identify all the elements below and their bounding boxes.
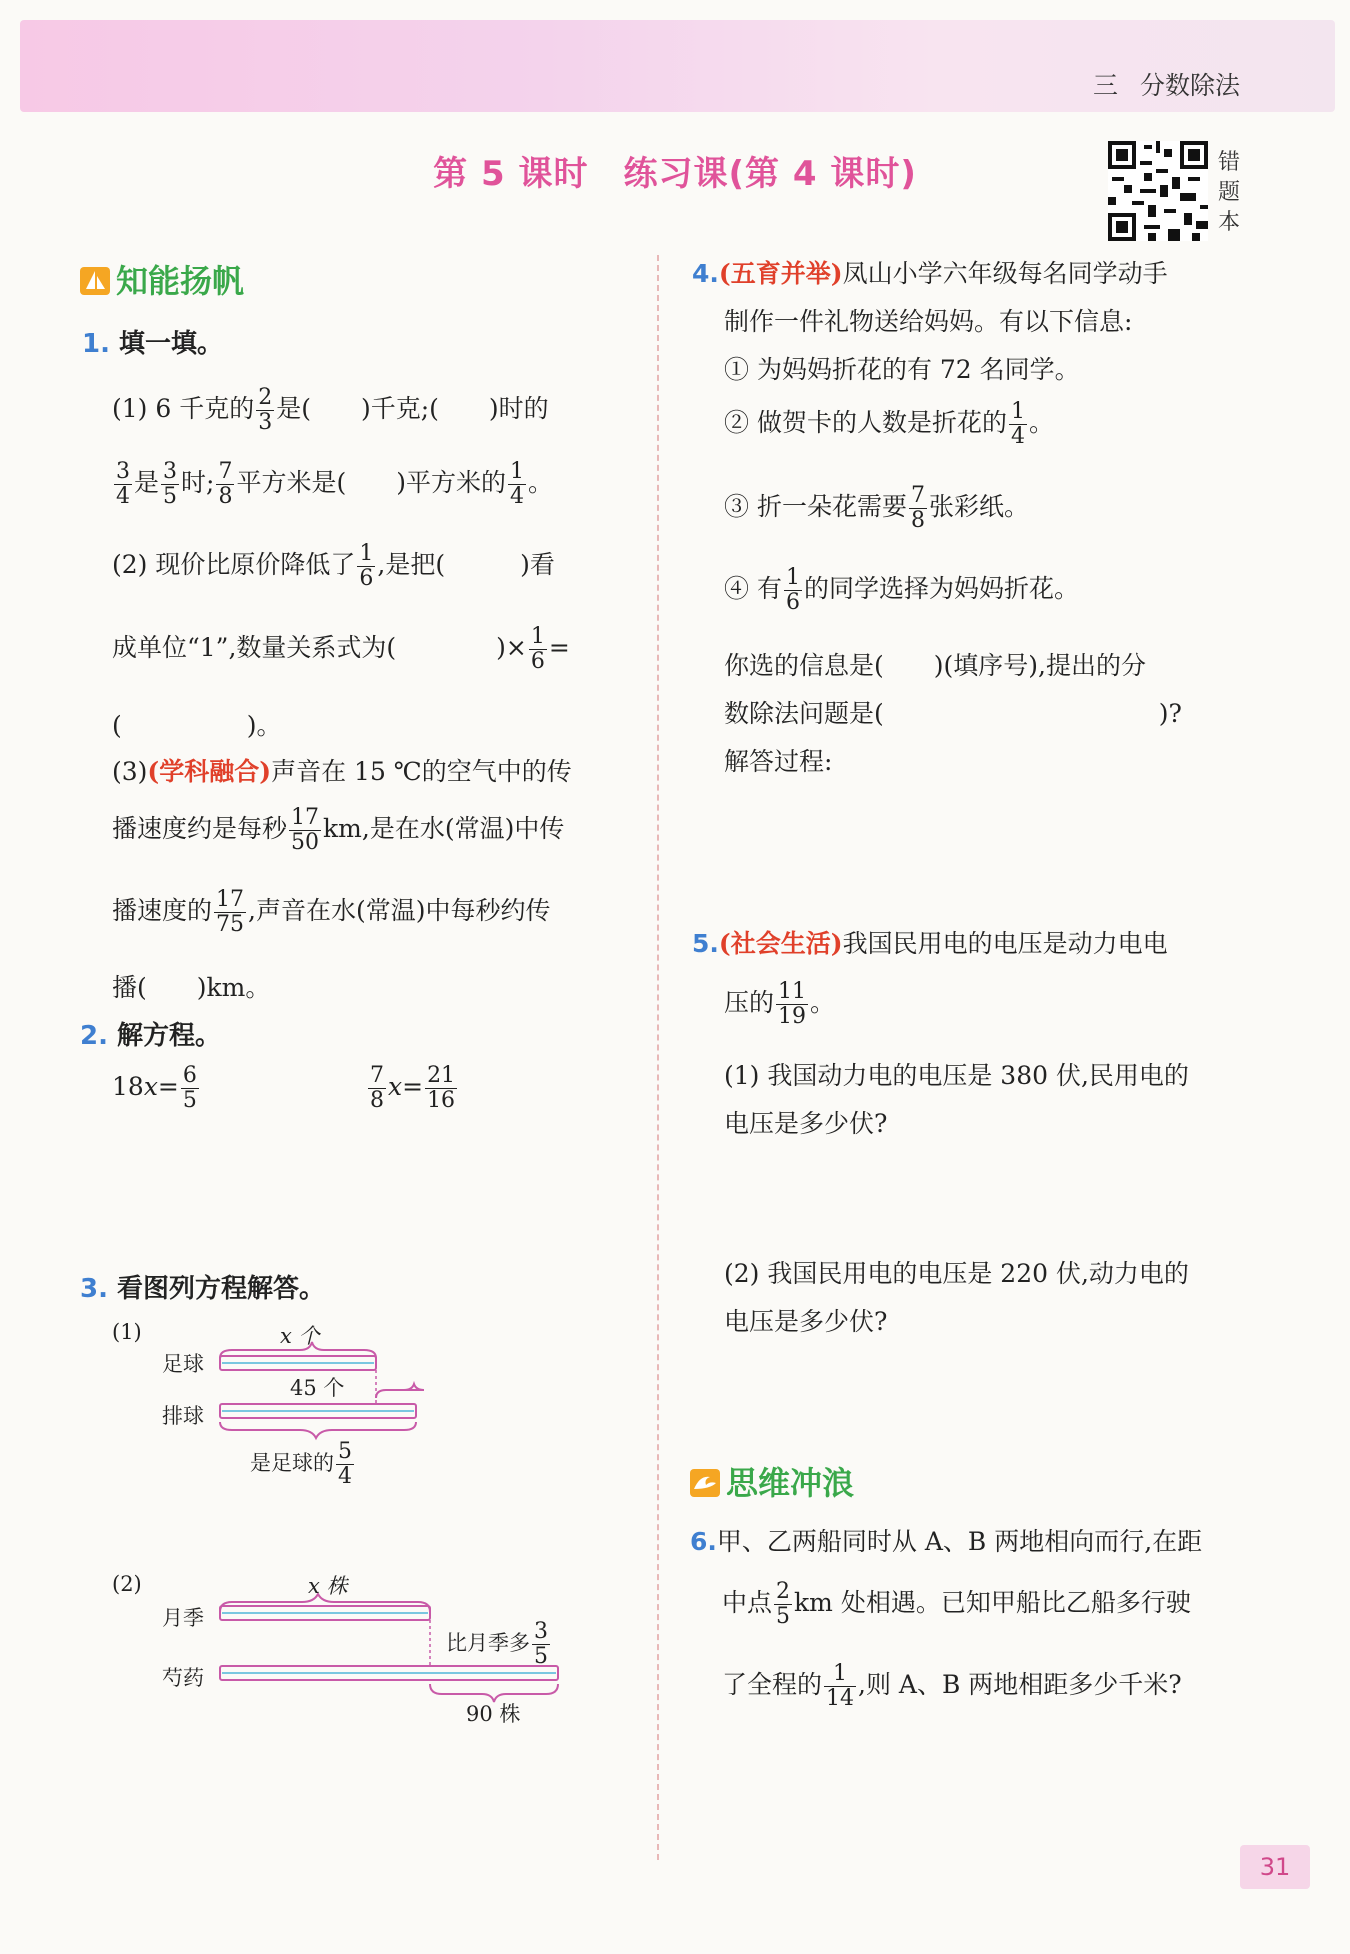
q4-info3 [724,484,1029,533]
q4-line4: 数除法问题是( )? [724,699,1182,728]
section-title-left: 知能扬帆 [116,262,245,300]
numerator: 7 [370,1063,384,1088]
text: 播速度的 [112,896,213,925]
text: 平方米是( )平方米的 [236,468,506,497]
text: = [548,633,570,662]
text: km 处相遇。已知甲船比乙船多行驶 [794,1588,1191,1617]
numerator: 1 [785,565,800,590]
diagram2-label: (2) [112,1572,142,1596]
q3-title-text: 看图列方程解答。 [117,1274,326,1304]
diagram1-top-label: x 个 [280,1324,320,1348]
denominator: 6 [359,566,374,591]
fraction [784,566,802,615]
denominator: 6 [530,649,545,674]
diagram2-bottom-label: 90 株 [466,1702,521,1726]
numerator: 7 [910,483,925,508]
fraction [824,1662,856,1711]
fraction [532,1620,550,1669]
text: 我国民用电的电压是动力电电 [842,929,1168,958]
text: 张彩纸。 [928,492,1029,521]
numerator: 1 [509,459,524,484]
q5-p2-line1: (2) 我国民用电的电压是 220 伏,动力电的 [724,1259,1189,1288]
numerator: 17 [216,887,245,912]
diagram1-mid-label: 45 个 [290,1376,345,1400]
denominator: 75 [216,912,245,937]
text: 播速度约是每秒 [112,814,288,843]
q2-number: 2. [80,1021,108,1051]
q5-line1 [692,924,1168,960]
variable: x [388,1072,403,1101]
denominator: 5 [776,1604,791,1629]
numerator: 2 [776,1579,791,1604]
brace-45 [376,1384,424,1398]
denominator: 5 [534,1644,548,1669]
q6-line3 [722,1662,1182,1711]
denominator: 4 [1010,424,1025,449]
wave-icon [690,1469,720,1497]
text: ③ 折一朵花需要 [724,492,907,521]
text: 了全程的 [722,1670,823,1699]
text: ② 做贺卡的人数是折花的 [724,408,1007,437]
text: (2) 现价比原价降低了 [112,550,356,579]
denominator: 6 [785,590,800,615]
subject-tag: (学科融合) [147,757,272,786]
text: 凤山小学六年级每名同学动手 [842,259,1168,288]
numerator: 5 [338,1439,352,1464]
numerator: 7 [218,459,233,484]
subject-tag: (社会生活) [718,929,843,958]
chapter-name: 分数除法 [1139,71,1240,100]
text: 时; [181,468,215,497]
diagram2-right-label [446,1620,552,1669]
denominator: 3 [258,410,273,435]
text: = [402,1072,424,1101]
variable: x [143,1072,158,1101]
row-football: 足球 [162,1352,204,1376]
text: 压的 [724,988,775,1017]
qr-label-char: 题 [1217,180,1240,205]
numerator: 1 [359,541,374,566]
text: ,则 A、B 两地相距多少千米? [858,1670,1182,1699]
denominator: 16 [427,1088,456,1113]
text: 。 [527,468,553,497]
q6-number: 6. [690,1527,717,1556]
section-title-right: 思维冲浪 [726,1464,855,1502]
q4-info1: ① 为妈妈折花的有 72 名同学。 [724,355,1080,384]
qr-label-char: 本 [1217,210,1240,235]
row-volleyball: 排球 [162,1404,204,1428]
q4-line3: 你选的信息是( )(填序号),提出的分 [724,651,1146,680]
text: 甲、乙两船同时从 A、B 两地相向而行,在距 [716,1527,1203,1556]
q1-p2-line3: ( )。 [112,711,282,740]
numerator: 1 [1010,399,1025,424]
fraction [1009,400,1027,449]
numerator: 17 [291,805,320,830]
numerator: 1 [833,1661,848,1686]
numerator: 2 [258,385,273,410]
q6-line1 [690,1522,1202,1558]
chapter-number: 三 [1092,71,1118,100]
text: 是足球的 [250,1451,334,1475]
q5-number: 5. [692,929,719,958]
page-number: 31 [1240,1845,1310,1889]
fraction [909,484,927,533]
q4-info4 [724,566,1079,615]
denominator: 14 [826,1686,855,1711]
text: ④ 有 [724,574,782,603]
numerator: 3 [116,459,130,484]
denominator: 4 [338,1464,352,1489]
diagram1-bottom-label [250,1440,356,1489]
q5-p2-line2: 电压是多少伏? [724,1307,888,1336]
q5-line2 [724,980,835,1029]
q4-number: 4. [692,259,719,288]
text: ,声音在水(常温)中每秒约传 [248,896,551,925]
numerator: 11 [778,979,807,1004]
text: (1) 6 千克的 [112,394,255,423]
denominator: 4 [116,484,130,509]
fraction [336,1440,354,1489]
fraction [776,980,808,1029]
q6-line2 [722,1580,1191,1629]
text: 。 [810,988,836,1017]
diagram2-top-label: x 株 [308,1574,348,1598]
denominator: 19 [778,1004,807,1029]
text: 成单位“1”,数量关系式为( )× [112,633,527,662]
text: 中点 [722,1588,773,1617]
text: 。 [1028,408,1054,437]
text: 18 [112,1072,144,1101]
numerator: 21 [427,1063,456,1088]
q4-info2 [724,400,1054,449]
q4-line5: 解答过程: [724,747,833,776]
q1-number: 1. [82,329,110,359]
text: (3) [112,757,148,786]
text: 的同学选择为妈妈折花。 [803,574,1079,603]
denominator: 4 [509,484,524,509]
fraction [774,1580,792,1629]
denominator: 5 [163,484,178,509]
denominator: 50 [291,830,320,855]
text: ,是把( )看 [377,550,555,579]
denominator: 5 [182,1088,197,1113]
numerator: 1 [530,624,545,649]
row-peony: 芍药 [162,1666,204,1690]
text: 是 [134,468,160,497]
brace-volleyball-bottom [220,1422,416,1438]
numerator: 3 [534,1619,548,1644]
row-rose: 月季 [162,1606,204,1630]
q3-number: 3. [80,1274,108,1304]
text: km,是在水(常温)中传 [323,814,565,843]
denominator: 8 [910,508,925,533]
text: 比月季多 [446,1631,530,1655]
numerator: 6 [182,1063,197,1088]
section-heading-right [690,1458,854,1504]
q5-p1-line1: (1) 我国动力电的电压是 380 伏,民用电的 [724,1061,1189,1090]
text: = [157,1072,179,1101]
q1-p3-line4: 播( )km。 [112,973,271,1002]
numerator: 3 [163,459,178,484]
denominator: 8 [218,484,233,509]
q1-title-text: 填一填。 [119,329,224,359]
q4-line2: 制作一件礼物送给妈妈。有以下信息: [724,307,1133,336]
qr-label-char: 错 [1217,150,1240,175]
q5-p1-line2: 电压是多少伏? [724,1109,888,1138]
diagram1-label: (1) [112,1320,142,1344]
q2-title-text: 解方程。 [117,1021,222,1051]
subject-tag: (五育并举) [718,259,843,288]
denominator: 8 [370,1088,384,1113]
text: 是( )千克;( )时的 [276,394,549,423]
lesson-title: 第 5 课时 练习课(第 4 课时) [433,154,917,194]
q4-line1 [692,254,1168,290]
text: 声音在 15 ℃的空气中的传 [271,757,572,786]
